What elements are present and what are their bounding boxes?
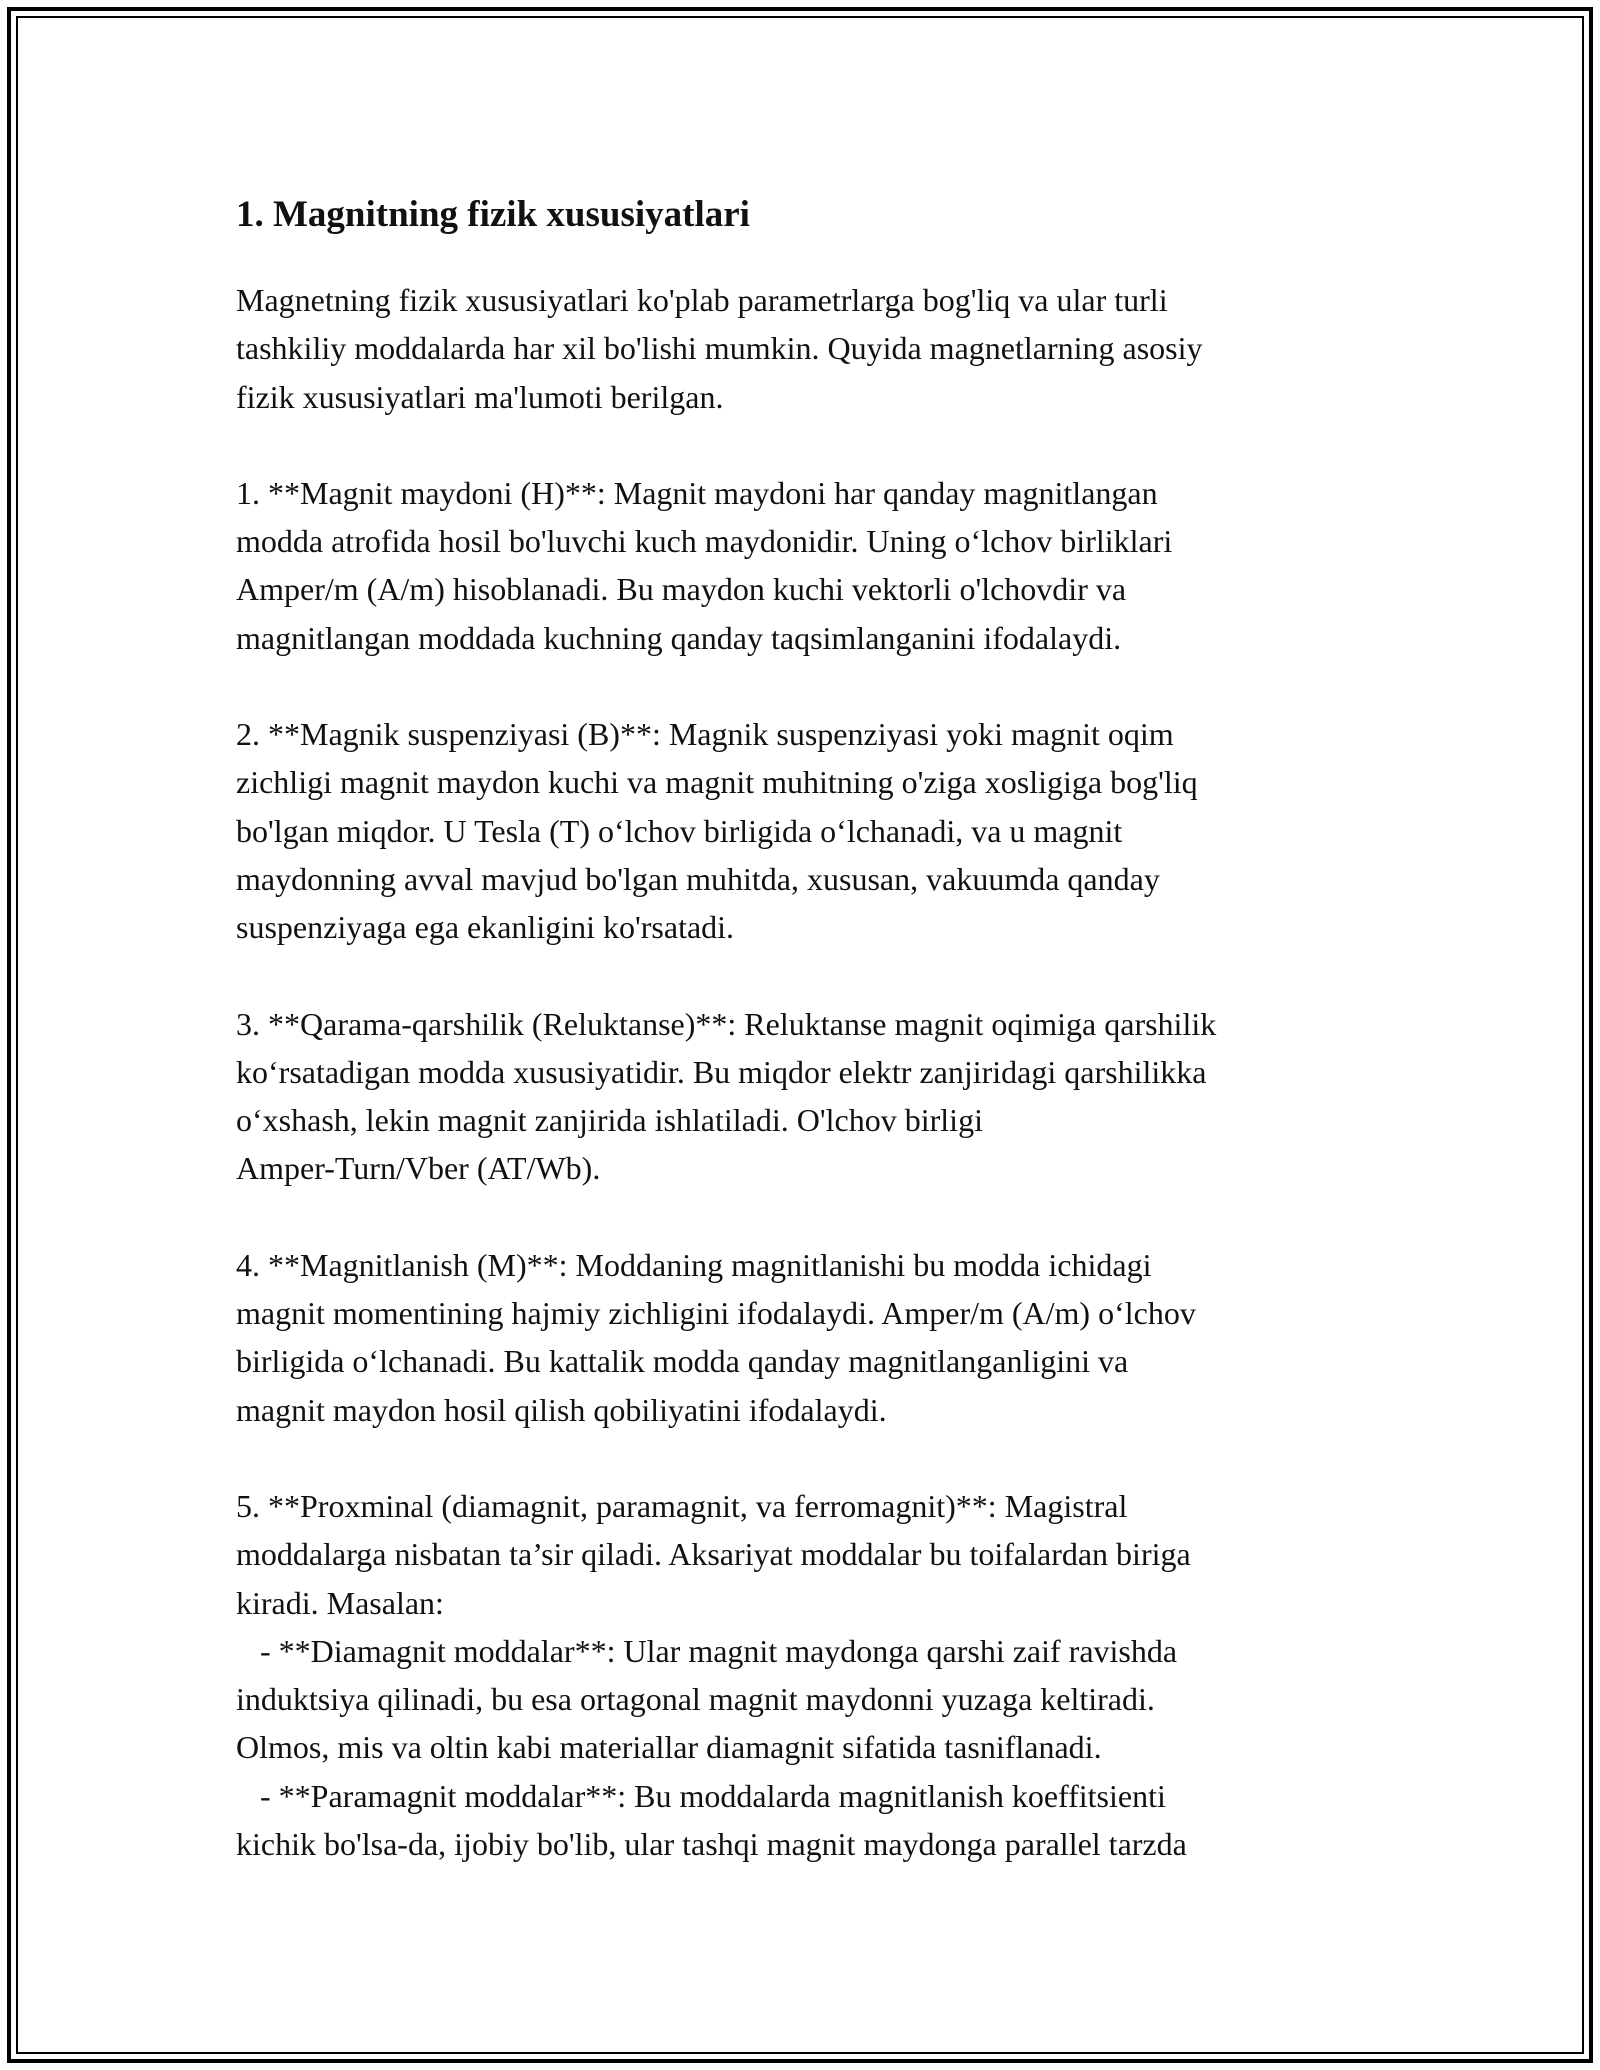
text-line: Magnetning fizik xususiyatlari ko'plab parametrlarga bog'liq va ular turli xyxy=(236,282,1168,318)
text-line: magnit momentining hajmiy zichligini ifodalaydi. Amper/m (A/m) o‘lchov xyxy=(236,1295,1196,1332)
intro-paragraph xyxy=(236,276,1366,421)
item-magnitlanish xyxy=(236,1241,1366,1434)
text-line: suspenziyaga ega ekanligini ko'rsatadi. xyxy=(236,909,735,946)
text-line: induktsiya qilinadi, bu esa ortagonal magnit maydonni yuzaga keltiradi. xyxy=(236,1681,1155,1718)
text-line: 5. **Proxminal (diamagnit, paramagnit, va ferromagnit)**: Magistral xyxy=(236,1487,1128,1524)
text-line: Amper-Turn/Vber (AT/Wb). xyxy=(236,1150,601,1187)
item-reluktanse xyxy=(236,1000,1366,1193)
text-line: moddalarga nisbatan ta’sir qiladi. Aksariyat moddalar bu toifalardan biriga xyxy=(236,1536,1191,1573)
text-line: zichligi magnit maydon kuchi va magnit muhitning o'ziga xosligiga bog'liq xyxy=(236,764,1198,801)
text-line: magnit maydon hosil qilish qobiliyatini ifodalaydi. xyxy=(236,1391,887,1428)
text-line: kichik bo'lsa-da, ijobiy bo'lib, ular tashqi magnit maydonga parallel tarzda xyxy=(236,1826,1187,1863)
text-line: kiradi. Masalan: xyxy=(236,1584,444,1621)
section-heading: 1. Magnitning fizik xususiyatlari xyxy=(236,194,750,235)
text-line: Olmos, mis va oltin kabi materiallar diamagnit sifatida tasniflanadi. xyxy=(236,1729,1102,1766)
text-line: magnitlangan moddada kuchning qanday taqsimlanganini ifodalaydi. xyxy=(236,619,1122,656)
item-magnik-suspenziyasi xyxy=(236,710,1366,951)
text-line: birligida o‘lchanadi. Bu kattalik modda qanday magnitlanganligini va xyxy=(236,1343,1129,1380)
text-line: 1. **Magnit maydoni (H)**: Magnit maydoni har qanday magnitlangan xyxy=(236,474,1158,511)
text-line: tashkiliy moddalarda har xil bo'lishi mumkin. Quyida magnetlarning asosiy xyxy=(236,330,1203,367)
item-magnit-maydoni xyxy=(236,469,1366,662)
item-proxminal xyxy=(236,1482,1366,1868)
text-line: ko‘rsatadigan modda xususiyatidir. Bu miqdor elektr zanjiridagi qarshilikka xyxy=(236,1053,1207,1090)
text-line: o‘xshash, lekin magnit zanjirida ishlatiladi. O'lchov birligi xyxy=(236,1102,983,1139)
text-line: 2. **Magnik suspenziyasi (B)**: Magnik suspenziyasi yoki magnit oqim xyxy=(236,716,1174,753)
text-line: bo'lgan miqdor. U Tesla (T) o‘lchov birligida o‘lchanadi, va u magnit xyxy=(236,812,1123,849)
text-line: modda atrofida hosil bo'luvchi kuch maydonidir. Uning o‘lchov birliklari xyxy=(236,523,1173,560)
text-line: maydonning avval mavjud bo'lgan muhitda, xususan, vakuumda qanday xyxy=(236,860,1160,897)
text-line: fizik xususiyatlari ma'lumoti berilgan. xyxy=(236,378,724,415)
document-body xyxy=(236,186,1366,1868)
text-line: - **Diamagnit moddalar**: Ular magnit maydonga qarshi zaif ravishda xyxy=(236,1632,1178,1669)
text-line: 4. **Magnitlanish (M)**: Moddaning magnitlanishi bu modda ichidagi xyxy=(236,1246,1152,1283)
text-line: 3. **Qarama-qarshilik (Reluktanse)**: Reluktanse magnit oqimiga qarshilik xyxy=(236,1005,1217,1042)
text-line: Amper/m (A/m) hisoblanadi. Bu maydon kuchi vektorli o'lchovdir va xyxy=(236,571,1127,608)
text-line: - **Paramagnit moddalar**: Bu moddalarda magnitlanish koeffitsienti xyxy=(236,1777,1166,1814)
